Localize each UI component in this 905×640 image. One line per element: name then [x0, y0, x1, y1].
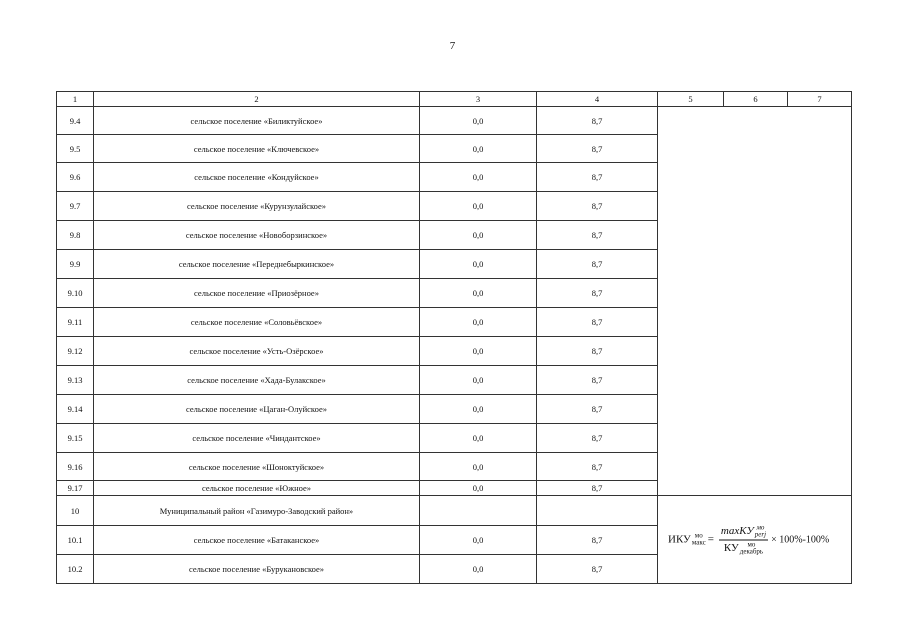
row-number: 9.14 [57, 395, 94, 424]
row-col3: 0,0 [420, 250, 537, 279]
row-name: сельское поселение «Цаган-Олуйское» [94, 395, 420, 424]
formula-lhs-sup: мо [694, 531, 703, 540]
row-col4: 8,7 [537, 453, 658, 481]
header-cell: 1 [57, 92, 94, 107]
row-name: сельское поселение «Ключевское» [94, 135, 420, 163]
page-number: 7 [449, 40, 456, 52]
row-number: 10 [57, 496, 94, 526]
header-cell: 2 [94, 92, 420, 107]
row-col4: 8,7 [537, 135, 658, 163]
row-number: 9.12 [57, 337, 94, 366]
row-name: сельское поселение «Усть-Озёрское» [94, 337, 420, 366]
row-col3: 0,0 [420, 192, 537, 221]
row-col3: 0,0 [420, 555, 537, 584]
row-name: сельское поселение «Соловьёвское» [94, 308, 420, 337]
row-number: 9.10 [57, 279, 94, 308]
row-number: 9.9 [57, 250, 94, 279]
row-col3: 0,0 [420, 308, 537, 337]
row-col3: 0,0 [420, 163, 537, 192]
formula-num-sub: perj [754, 530, 767, 538]
row-col4: 8,7 [537, 395, 658, 424]
formula-den-main: КУ [723, 541, 739, 554]
row-name: сельское поселение «Чиндантское» [94, 424, 420, 453]
row-name: сельское поселение «Приозёрное» [94, 279, 420, 308]
row-col4: 8,7 [537, 192, 658, 221]
formula-num-main: maxКУ [720, 524, 754, 537]
row-name: сельское поселение «Шоноктуйское» [94, 453, 420, 481]
row-name: сельское поселение «Биликтуйское» [94, 107, 420, 135]
header-row [57, 92, 852, 107]
row-col4: 8,7 [537, 163, 658, 192]
row-col4: 8,7 [537, 308, 658, 337]
row-col3: 0,0 [420, 366, 537, 395]
row-name: сельское поселение «Кондуйское» [94, 163, 420, 192]
table-row [57, 107, 852, 135]
row-col3: 0,0 [420, 337, 537, 366]
header-cell: 5 [658, 92, 724, 107]
row-col4: 8,7 [537, 279, 658, 308]
row-name: Муниципальный район «Газимуро-Заводский район» [94, 496, 420, 526]
row-col4: 8,7 [537, 221, 658, 250]
row-name: сельское поселение «Бурукановское» [94, 555, 420, 584]
formula-cell [658, 496, 852, 584]
formula-den-sup: мо [747, 540, 756, 548]
row-number: 9.7 [57, 192, 94, 221]
row-name: сельское поселение «Новоборзинское» [94, 221, 420, 250]
row-col3: 0,0 [420, 481, 537, 496]
row-number: 9.16 [57, 453, 94, 481]
data-table [56, 91, 852, 584]
formula-lhs-sub: макс [691, 538, 706, 547]
row-col3 [420, 496, 537, 526]
formula [658, 496, 851, 583]
row-col3: 0,0 [420, 453, 537, 481]
table-row [57, 496, 852, 526]
header-cell: 6 [724, 92, 788, 107]
row-number: 9.15 [57, 424, 94, 453]
row-col3: 0,0 [420, 526, 537, 555]
row-col4: 8,7 [537, 526, 658, 555]
row-col3: 0,0 [420, 221, 537, 250]
row-col4: 8,7 [537, 366, 658, 395]
row-col3: 0,0 [420, 279, 537, 308]
merged-empty-cell [658, 107, 852, 496]
row-col3: 0,0 [420, 424, 537, 453]
row-col4 [537, 496, 658, 526]
formula-den-sub: декабрь [739, 547, 764, 555]
row-number: 10.1 [57, 526, 94, 555]
row-col4: 8,7 [537, 250, 658, 279]
row-number: 10.2 [57, 555, 94, 584]
row-name: сельское поселение «Южное» [94, 481, 420, 496]
row-name: сельское поселение «Переднебыркинское» [94, 250, 420, 279]
row-number: 9.13 [57, 366, 94, 395]
header-cell: 7 [788, 92, 852, 107]
header-cell: 4 [537, 92, 658, 107]
row-col4: 8,7 [537, 481, 658, 496]
row-number: 9.17 [57, 481, 94, 496]
row-col3: 0,0 [420, 395, 537, 424]
row-number: 9.6 [57, 163, 94, 192]
row-number: 9.4 [57, 107, 94, 135]
formula-tail: × 100%-100% [771, 534, 830, 545]
row-name: сельское поселение «Хада-Булакское» [94, 366, 420, 395]
row-name: сельское поселение «Курунзулайское» [94, 192, 420, 221]
formula-fraction [719, 524, 768, 555]
row-col4: 8,7 [537, 424, 658, 453]
formula-lhs: ИКУ [668, 533, 691, 546]
formula-num-sup: мо [756, 523, 765, 531]
row-number: 9.5 [57, 135, 94, 163]
row-col4: 8,7 [537, 555, 658, 584]
row-name: сельское поселение «Батаканское» [94, 526, 420, 555]
row-col4: 8,7 [537, 107, 658, 135]
row-number: 9.8 [57, 221, 94, 250]
row-number: 9.11 [57, 308, 94, 337]
row-col3: 0,0 [420, 107, 537, 135]
row-col4: 8,7 [537, 337, 658, 366]
row-col3: 0,0 [420, 135, 537, 163]
header-cell: 3 [420, 92, 537, 107]
formula-equals: = [707, 533, 714, 546]
